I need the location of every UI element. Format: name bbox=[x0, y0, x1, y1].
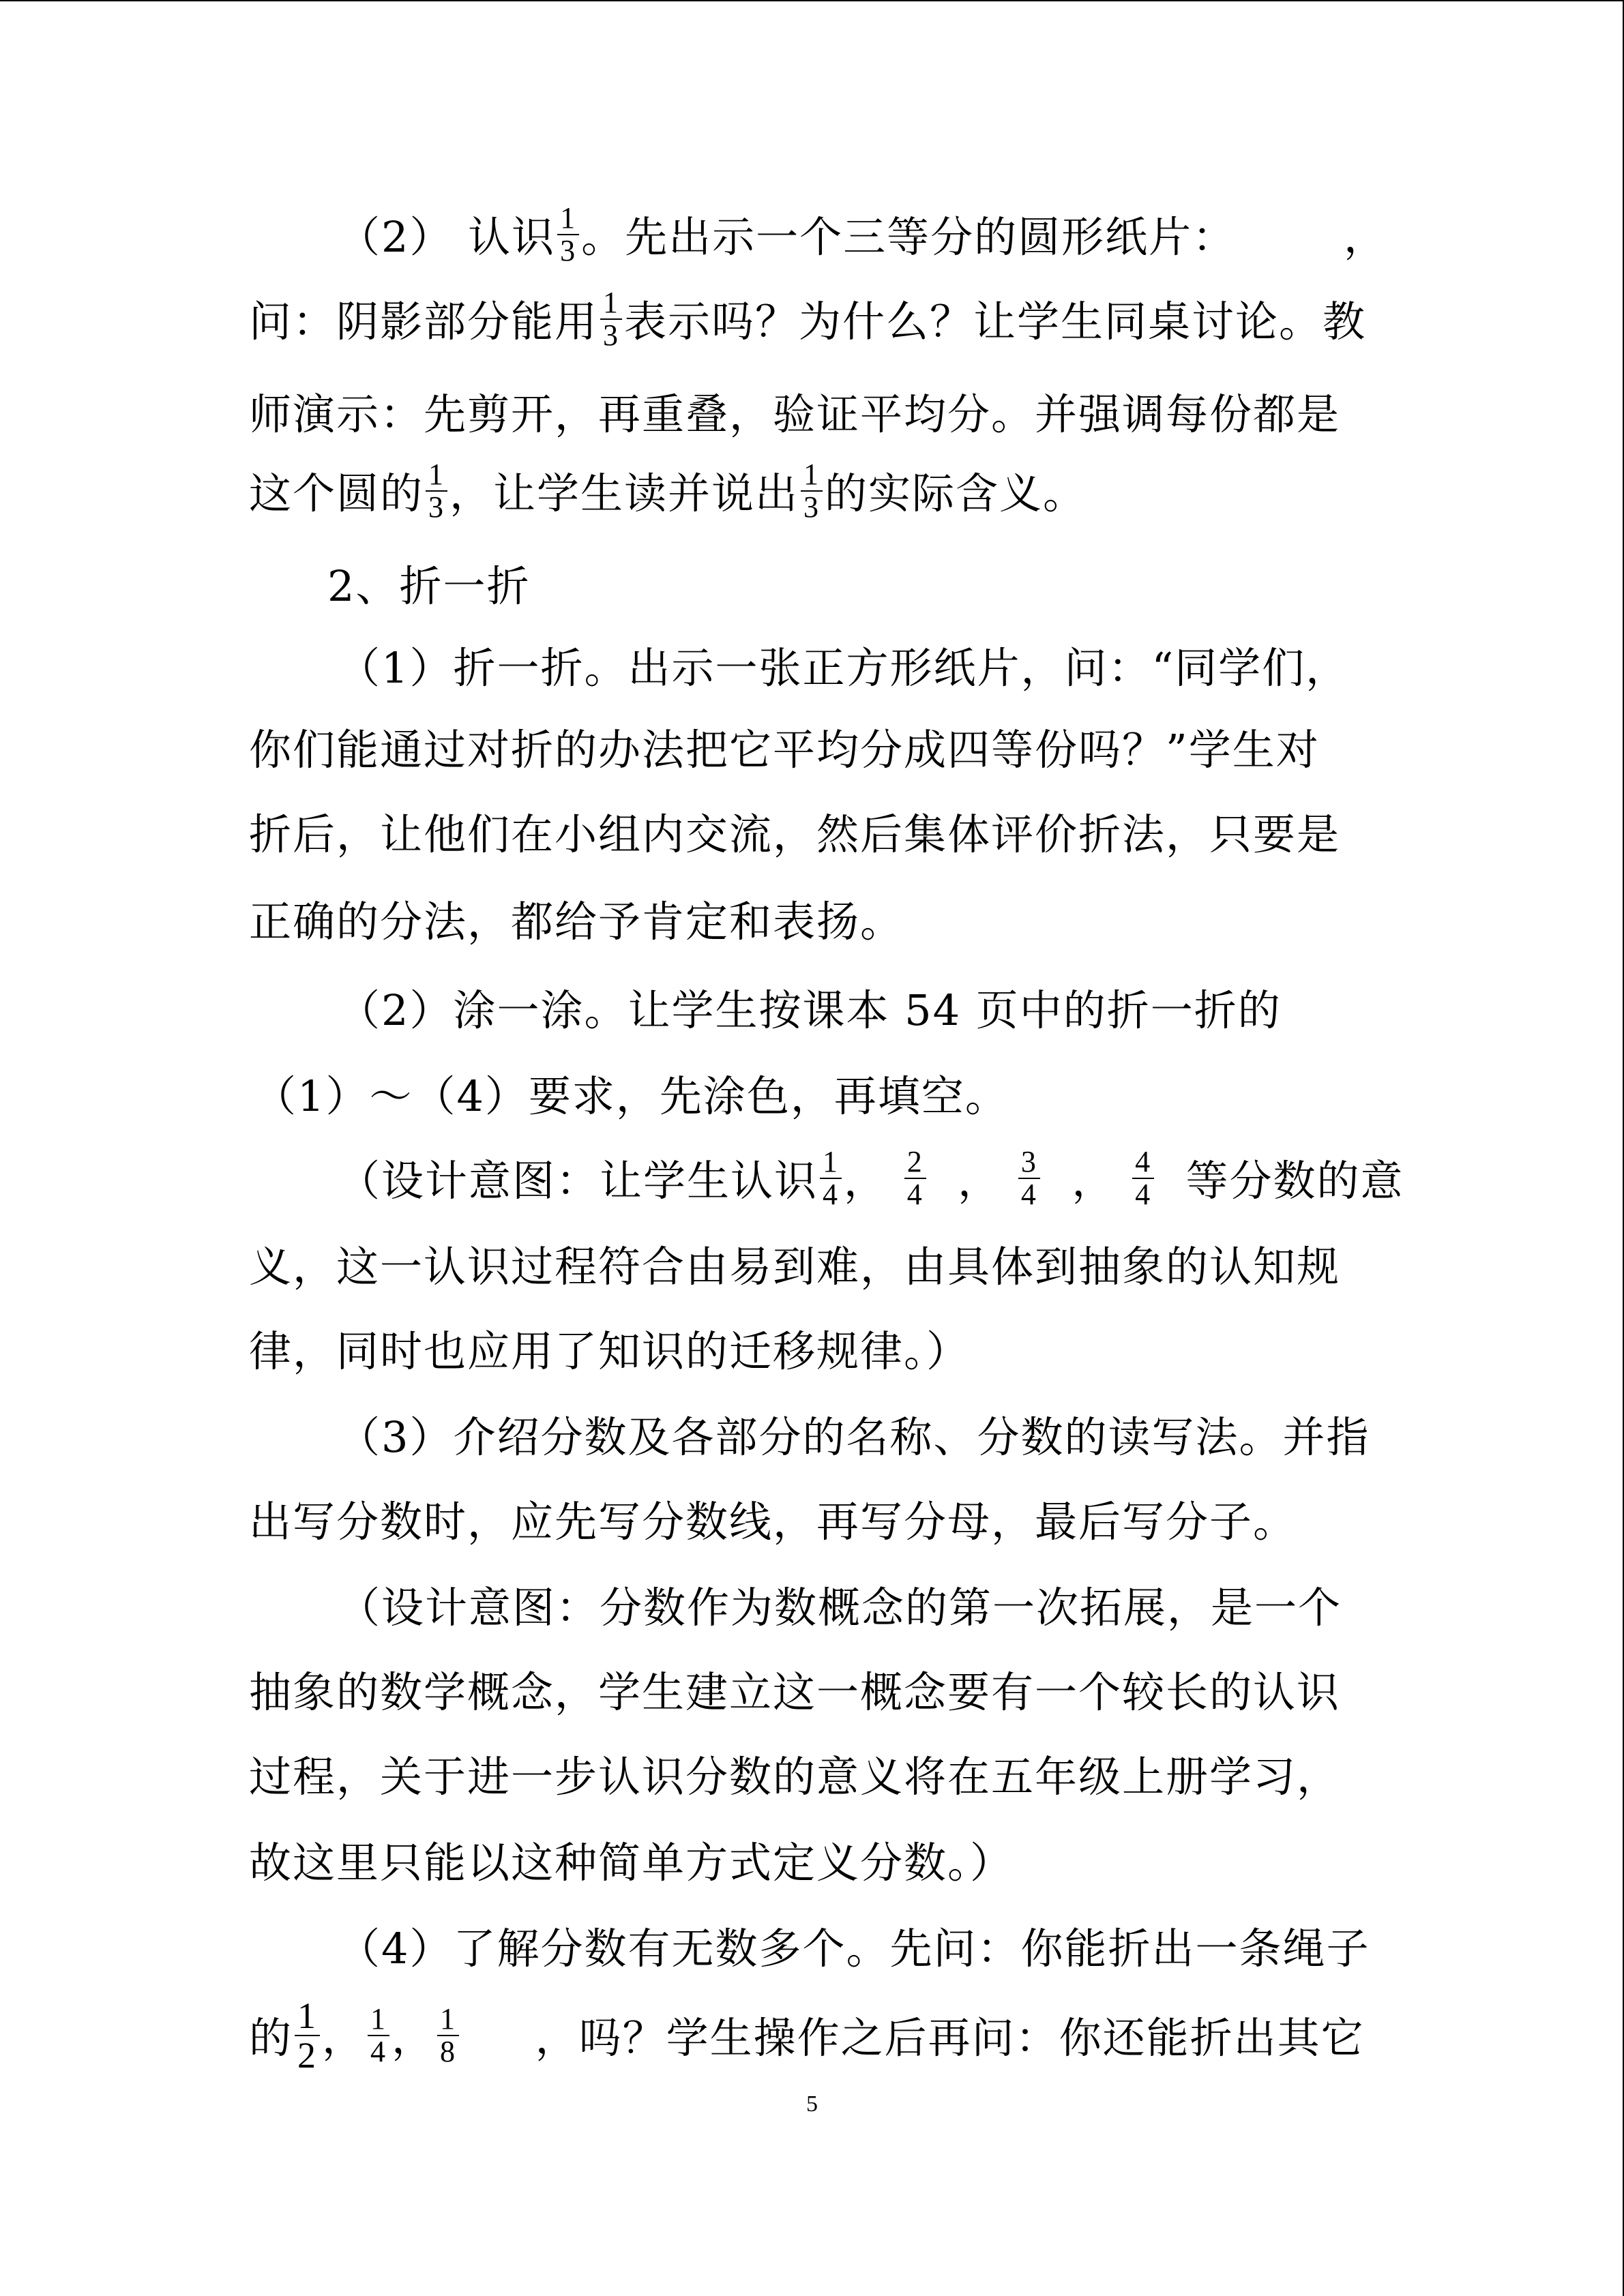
fraction-two-quarters bbox=[904, 1146, 926, 1210]
fraction-one-third bbox=[557, 200, 579, 267]
denominator: 4 bbox=[370, 2035, 387, 2068]
text-run: 2、折一折 bbox=[327, 561, 531, 611]
numerator: 2 bbox=[906, 1144, 924, 1178]
text-run: 这个圆的 bbox=[249, 468, 424, 518]
fraction-one-third bbox=[426, 459, 447, 523]
paragraph-line bbox=[249, 1233, 1340, 1294]
denominator: 8 bbox=[440, 2035, 457, 2068]
page-number: 5 bbox=[806, 2091, 818, 2117]
text-run: （3）介绍分数及各部分的名称、分数的读写法。并指 bbox=[338, 1412, 1370, 1462]
paragraph-line bbox=[338, 976, 1282, 1038]
text-run: ， bbox=[392, 2013, 436, 2063]
paragraph-line bbox=[338, 1144, 1404, 1211]
paragraph-line bbox=[338, 200, 1237, 267]
text-run: 。先出示一个三等分的圆形纸片： bbox=[581, 211, 1237, 262]
text-run: （4）了解分数有无数多个。先问：你能折出一条绳子 bbox=[338, 1923, 1370, 1973]
text-run: ，让学生读并说出 bbox=[449, 468, 799, 518]
text-run: 过程，关于进一步认识分数的意义将在五年级上册学习， bbox=[249, 1751, 1341, 1802]
numerator: 3 bbox=[1020, 1144, 1037, 1178]
paragraph-line bbox=[249, 1488, 1297, 1549]
numerator: 1 bbox=[440, 2002, 457, 2036]
fraction-one-quarter bbox=[368, 2003, 389, 2068]
paragraph-line bbox=[249, 801, 1340, 862]
fraction-one-eighth bbox=[437, 2003, 459, 2068]
numerator: 1 bbox=[428, 457, 445, 491]
denominator: 4 bbox=[823, 1177, 840, 1211]
paragraph-line bbox=[249, 381, 1340, 442]
text-run: 律，同时也应用了知识的迁移规律。） bbox=[249, 1326, 971, 1376]
numerator: 1 bbox=[823, 1144, 840, 1178]
text-run: ， bbox=[1072, 1155, 1116, 1206]
text-run: ， bbox=[322, 2013, 366, 2063]
paragraph-line bbox=[338, 1403, 1370, 1465]
text-run: ，吗？学生操作之后再问：你还能折出其它 bbox=[535, 2013, 1365, 2063]
text-run: 折后，让他们在小组内交流，然后集体评价折法，只要是 bbox=[249, 809, 1341, 859]
paragraph-line bbox=[249, 888, 904, 949]
text-run: （2）涂一涂。让学生按课本 54 页中的折一折的 bbox=[338, 985, 1282, 1035]
text-run: 你们能通过对折的办法把它平均分成四等份吗？”学生对 bbox=[249, 724, 1320, 775]
numerator: 4 bbox=[1135, 1144, 1152, 1178]
text-run: 等分数的意 bbox=[1185, 1155, 1404, 1206]
denominator: 4 bbox=[906, 1177, 924, 1211]
paragraph-line bbox=[1344, 203, 1387, 265]
paragraph-line bbox=[249, 1658, 1340, 1720]
paragraph-line bbox=[249, 1995, 1365, 2076]
text-run: 故这里只能以这种简单方式定义分数。） bbox=[249, 1837, 1014, 1888]
denominator: 4 bbox=[1135, 1177, 1152, 1211]
text-run: 表示吗？为什么？让学生同桌讨论。教 bbox=[624, 296, 1367, 346]
paragraph-line bbox=[338, 634, 1349, 696]
text-run: （1）～（4）要求，先涂色，再填空。 bbox=[254, 1071, 1009, 1121]
paragraph-line bbox=[249, 1743, 1340, 1804]
fraction-one-third bbox=[801, 459, 823, 523]
paragraph-line bbox=[249, 716, 1320, 777]
text-run: 义，这一认识过程符合由易到难，由具体到抽象的认知规 bbox=[249, 1241, 1341, 1292]
fraction-four-quarters bbox=[1132, 1146, 1154, 1210]
text-run: 师演示：先剪开，再重叠，验证平均分。并强调每份都是 bbox=[249, 389, 1341, 439]
fraction-one-quarter bbox=[820, 1146, 842, 1210]
denominator: 3 bbox=[803, 490, 821, 524]
text-run: 正确的分法，都给予肯定和表扬。 bbox=[249, 896, 904, 946]
paragraph-line bbox=[338, 1915, 1370, 1976]
text-run: ， bbox=[958, 1155, 1002, 1206]
section-heading bbox=[327, 552, 530, 614]
paragraph-line bbox=[249, 285, 1367, 352]
paragraph-line bbox=[249, 1829, 1014, 1890]
numerator: 1 bbox=[370, 2002, 387, 2036]
fraction-one-third bbox=[600, 287, 622, 351]
paragraph-line bbox=[249, 457, 1087, 524]
paragraph-line bbox=[249, 1317, 970, 1379]
fraction-three-quarters bbox=[1018, 1146, 1040, 1210]
denominator: 3 bbox=[560, 233, 577, 267]
text-run: 出写分数时，应先写分数线，再写分母，最后写分子。 bbox=[249, 1496, 1297, 1547]
denominator: 3 bbox=[603, 318, 620, 352]
numerator: 1 bbox=[560, 200, 577, 235]
text-run: ， bbox=[844, 1155, 888, 1206]
paragraph-line bbox=[338, 1574, 1342, 1635]
denominator: 2 bbox=[297, 2035, 318, 2076]
denominator: 3 bbox=[428, 490, 445, 524]
fraction-one-half bbox=[295, 1997, 320, 2074]
numerator: 1 bbox=[603, 285, 620, 319]
paragraph-line bbox=[254, 1062, 1009, 1124]
text-run: （2） 认识 bbox=[338, 211, 556, 262]
text-run: （1）折一折。出示一张正方形纸片，问：“同学们， bbox=[338, 642, 1350, 693]
text-run: ， bbox=[1344, 211, 1388, 262]
text-run: （设计意图：分数作为数概念的第一次拓展，是一个 bbox=[338, 1582, 1342, 1632]
text-run: 的 bbox=[249, 2013, 293, 2063]
text-run: 问：阴影部分能用 bbox=[249, 296, 599, 346]
text-run: 的实际含义。 bbox=[825, 468, 1087, 518]
numerator: 1 bbox=[803, 457, 821, 491]
numerator: 1 bbox=[297, 1995, 318, 2036]
denominator: 4 bbox=[1020, 1177, 1037, 1211]
text-run: （设计意图：让学生认识 bbox=[338, 1155, 818, 1206]
text-run: 抽象的数学概念，学生建立这一概念要有一个较长的认识 bbox=[249, 1667, 1341, 1717]
